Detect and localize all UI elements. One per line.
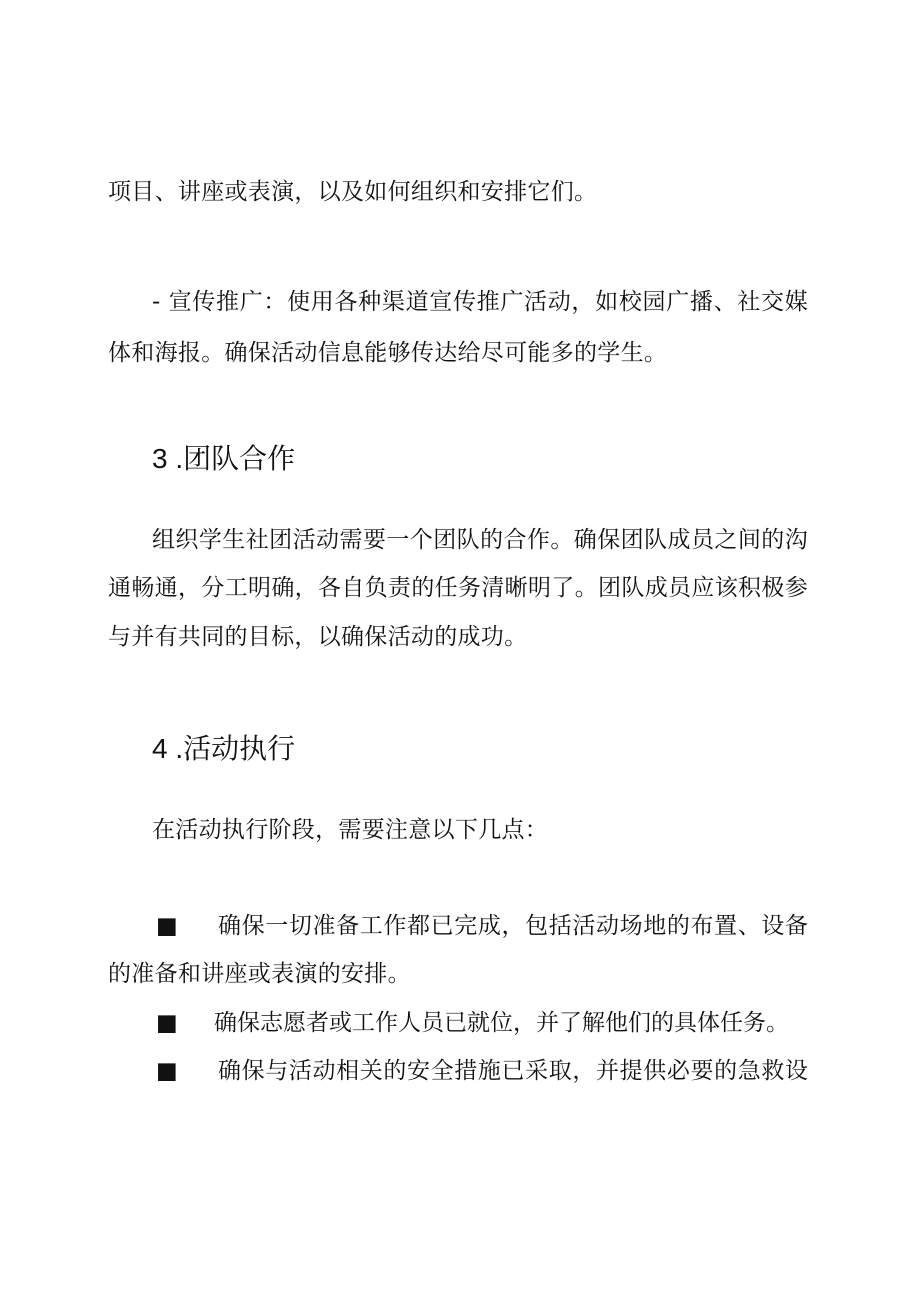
section-4-heading: 4 .活动执行 (152, 733, 296, 764)
bullet-1-line-1: 确保一切准备工作都已完成，包括活动场地的布置、设备 (218, 913, 808, 939)
bullet-item-3 (156, 1056, 808, 1086)
section-3-line-3: 与并有共同的目标，以确保活动的成功。 (108, 624, 528, 650)
section-3-line-1: 组织学生社团活动需要一个团队的合作。确保团队成员之间的沟 (152, 527, 808, 553)
bullet-1-line-2: 的准备和讲座或表演的安排。 (108, 961, 411, 987)
square-bullet-icon: ■ (156, 1010, 178, 1036)
intro-tail-text: 项目、讲座或表演，以及如何组织和安排它们。 (108, 179, 598, 205)
bullet-item-1 (156, 911, 808, 941)
promotion-line-1: - 宣传推广：使用各种渠道宣传推广活动，如校园广播、社交媒 (152, 289, 808, 315)
bullet-item-2 (156, 1008, 808, 1038)
bullet-2-line-1: 确保志愿者或工作人员已就位，并了解他们的具体任务。 (214, 1010, 789, 1036)
square-bullet-icon: ■ (156, 1058, 178, 1084)
promotion-line-2: 体和海报。确保活动信息能够传达给尽可能多的学生。 (108, 340, 668, 366)
square-bullet-icon: ■ (156, 913, 178, 939)
section-4-intro: 在活动执行阶段，需要注意以下几点： (152, 817, 549, 843)
section-3-heading: 3 .团队合作 (152, 443, 296, 474)
bullet-3-line-1: 确保与活动相关的安全措施已采取，并提供必要的急救设 (218, 1058, 808, 1084)
section-3-line-2: 通畅通，分工明确，各自负责的任务清晰明了。团队成员应该积极参 (108, 575, 808, 601)
